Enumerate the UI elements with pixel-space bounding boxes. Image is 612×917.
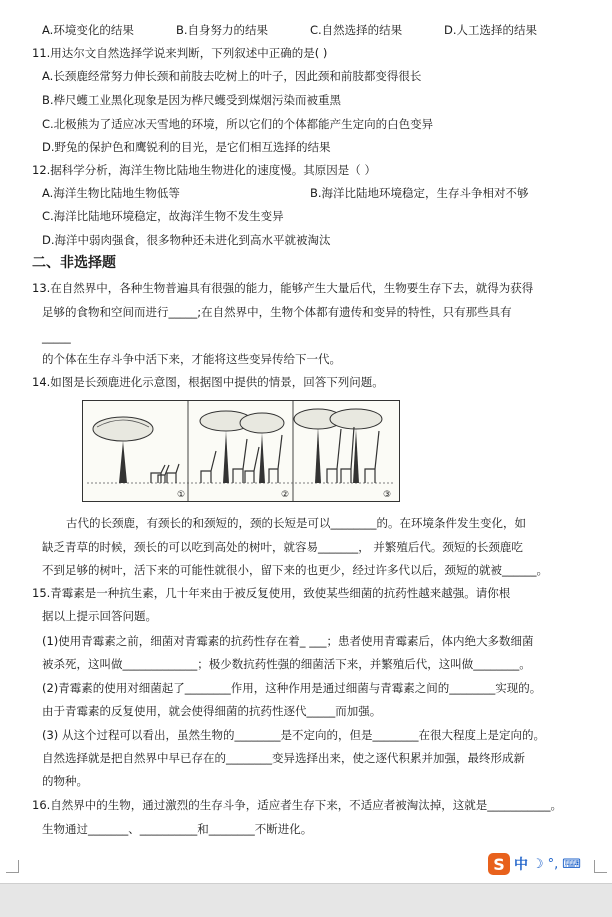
q15-line-6: 由于青霉素的反复使用，就会使得细菌的抗药性逐代_____而加强。	[42, 704, 382, 718]
corner-mark-left	[6, 860, 19, 873]
q10-option-c: C.自然选择的结果	[310, 23, 403, 37]
q13-blank-line: _____	[42, 330, 71, 344]
tree-panel-3	[294, 409, 382, 483]
tree-panel-2	[200, 411, 284, 483]
q11-option-c: C.北极熊为了适应冰天雪地的环境，所以它们的个体都能产生定向的白色变异	[42, 117, 434, 131]
keyboard-icon[interactable]: ⌨	[562, 856, 582, 872]
q11-option-b: B.桦尺蠖工业黑化现象是因为桦尺蠖受到煤烟污染而被重黑	[42, 93, 342, 107]
q13-line-4: 的个体在生存斗争中活下来，才能将这些变异传给下一代。	[42, 352, 341, 366]
q14-paragraph-3: 不到足够的树叶，活下来的可能性就很小，留下来的也更少，经过许多代以后，颈短的就被______。	[42, 563, 548, 577]
punctuation-icon[interactable]: °,	[547, 856, 559, 872]
q10-option-b: B.自身努力的结果	[176, 23, 269, 37]
q15-line-4: 被杀死，这叫做_____________；极少数抗药性强的细菌活下来，并繁殖后代，这叫做________。	[42, 657, 531, 671]
q10-option-a: A.环境变化的结果	[42, 23, 134, 37]
figure-label-3: ③	[383, 490, 392, 500]
figure-label-1: ①	[177, 490, 186, 500]
section-title: 二、非选择题	[32, 255, 116, 271]
q12-option-a: A.海洋生物比陆地生物低等	[42, 186, 180, 200]
tree-panel-1	[93, 417, 153, 483]
q14-paragraph-1: 古代的长颈鹿，有颈长的和颈短的，颈的长短是可以________的。在环境条件发生变化，如	[66, 516, 526, 530]
giraffe-evolution-figure	[82, 400, 400, 502]
q11-option-a: A.长颈鹿经常努力伸长颈和前肢去吃树上的叶子，因此颈和前肢都变得很长	[42, 69, 422, 83]
q14-stem: 14.如图是长颈鹿进化示意图，根据图中提供的情景，回答下列问题。	[32, 375, 384, 389]
ime-toolbar[interactable]	[488, 852, 606, 876]
q15-line-8: 自然选择就是把自然界中早已存在的________变异选择出来，使之逐代积累并加强，最终形成新	[42, 751, 525, 765]
q16-line-1: 16.自然界中的生物，通过激烈的生存斗争，适应者生存下来，不适应者被淘汰掉，这就是___________。	[32, 798, 563, 812]
q12-stem: 12.据科学分析，海洋生物比陆地生物进化的速度慢。其原因是（ ）	[32, 163, 376, 177]
q11-stem: 11.用达尔文自然选择学说来判断，下列叙述中正确的是( )	[32, 46, 328, 60]
q12-option-c: C.海洋比陆地环境稳定，故海洋生物不发生变异	[42, 209, 284, 223]
q15-line-2: 据以上提示回答问题。	[42, 609, 157, 623]
bottom-gray-bar	[0, 883, 612, 917]
giraffes-panel-3	[327, 427, 379, 483]
q10-option-d: D.人工选择的结果	[444, 23, 538, 37]
q15-line-1: 15.青霉素是一种抗生素，几十年来由于被反复使用，致使某些细菌的抗药性越来越强。请你根	[32, 586, 511, 600]
q13-line-1: 13.在自然界中，各种生物普遍具有很强的能力，能够产生大量后代，生物要生存下去，就得为获得	[32, 281, 534, 295]
q15-line-3: (1)使用青霉素之前，细菌对青霉素的抗药性存在着_ ___；患者使用青霉素后，体内绝大多数细菌	[42, 634, 534, 648]
ime-logo-icon[interactable]: S	[488, 853, 510, 875]
q13-line-2: 足够的食物和空间而进行_____;在自然界中，生物个体都有遗传和变异的特性，只有那些具有	[42, 305, 512, 319]
ime-language-toggle[interactable]: 中	[514, 857, 528, 873]
giraffe-illustration	[83, 401, 399, 501]
q12-option-b: B.海洋比陆地环境稳定，生存斗争相对不够	[310, 186, 529, 200]
q14-paragraph-2: 缺乏青草的时候，颈长的可以吃到高处的树叶，就容易_______， 并繁殖后代。颈短的长颈鹿吃	[42, 540, 523, 554]
giraffes-panel-2	[201, 435, 282, 483]
moon-icon[interactable]: ☽	[532, 856, 544, 872]
giraffes-panel-1	[151, 464, 179, 483]
q11-option-d: D.野兔的保护色和鹰锐利的目光，是它们相互选择的结果	[42, 140, 331, 154]
q12-option-d: D.海洋中弱肉强食，很多物种还未进化到高水平就被淘汰	[42, 233, 331, 247]
q15-line-9: 的物种。	[42, 774, 88, 788]
q16-line-2: 生物通过_______、__________和________不断进化。	[42, 822, 313, 836]
q15-line-7: (3) 从这个过程可以看出，虽然生物的________是不定向的，但是________在很大程度上是定向的。	[42, 728, 545, 742]
figure-label-2: ②	[281, 490, 290, 500]
q15-line-5: (2)青霉素的使用对细菌起了________作用，这种作用是通过细菌与青霉素之间的________实现的。	[42, 681, 542, 695]
